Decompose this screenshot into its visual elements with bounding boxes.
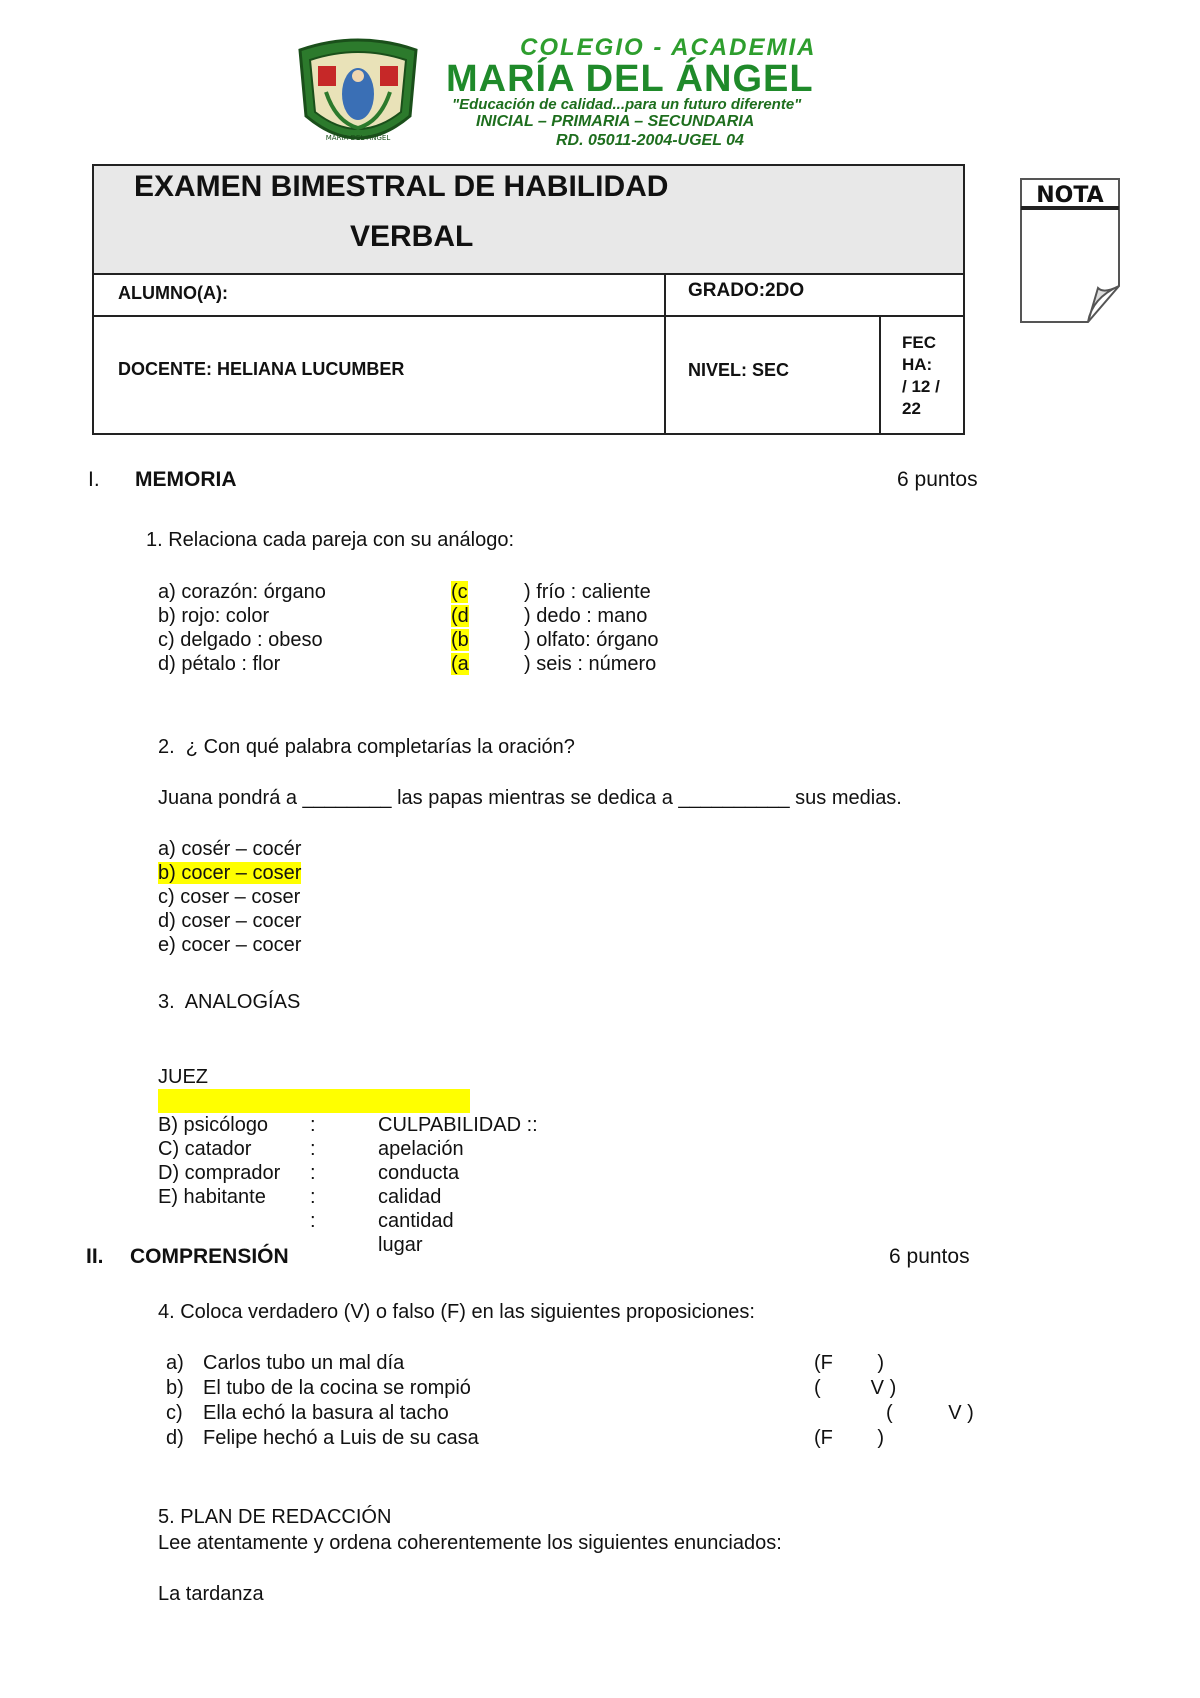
- date-line: FEC: [902, 333, 936, 352]
- list-item: ) seis : número: [524, 653, 657, 675]
- q4-prompt: 4. Coloca verdadero (V) o falso (F) en las siguientes proposiciones:: [158, 1301, 755, 1323]
- analogy-b: calidad: [378, 1186, 442, 1208]
- analogy-b: apelación: [378, 1138, 464, 1160]
- list-item: c) delgado : obeso: [158, 629, 323, 651]
- analogy-a: B) psicólogo: [158, 1114, 269, 1136]
- grade-label: GRADO:2DO: [688, 280, 805, 301]
- section2-numeral: II.: [86, 1245, 104, 1268]
- option-item: d) coser – cocer: [158, 910, 302, 932]
- analogy-a: JUEZ: [158, 1066, 208, 1088]
- q2-sentence: Juana pondrá a ________ las papas mientras se dedica a __________ sus medias.: [158, 787, 902, 809]
- student-label: ALUMNO(A):: [118, 283, 228, 303]
- exam-info-table: [92, 164, 965, 435]
- q1-prompt: 1. Relaciona cada pareja con su análogo:: [146, 529, 515, 551]
- item-letter: d): [166, 1427, 184, 1449]
- exam-title-line2: VERBAL: [350, 220, 474, 253]
- section1-title: MEMORIA: [135, 468, 237, 491]
- item-answer: ( V ): [886, 1402, 974, 1424]
- item-letter: b): [166, 1377, 184, 1399]
- list-item: a) corazón: órgano: [158, 581, 326, 603]
- teacher-label: DOCENTE: HELIANA LUCUMBER: [118, 359, 405, 379]
- date-line: 22: [902, 399, 921, 418]
- analogy-sep: :: [310, 1114, 316, 1136]
- analogy-b: conducta: [378, 1162, 460, 1184]
- answer-mark: (a: [451, 653, 469, 675]
- item-text: El tubo de la cocina se rompió: [203, 1377, 471, 1399]
- q2-options: [158, 837, 301, 957]
- analogy-a: E) habitante: [158, 1186, 266, 1208]
- answer-mark: (c: [451, 581, 468, 603]
- table-divider: [664, 273, 666, 433]
- q5-topic: La tardanza: [158, 1583, 264, 1605]
- item-answer: (F ): [814, 1427, 884, 1449]
- analogy-sep: :: [310, 1186, 316, 1208]
- q3-rows: [158, 1041, 538, 1256]
- item-letter: a): [166, 1352, 184, 1374]
- list-item: b) rojo: color: [158, 605, 270, 627]
- section1-numeral: I.: [88, 468, 100, 491]
- date-field: [902, 332, 940, 420]
- q5-prompt: 5. PLAN DE REDACCIÓN: [158, 1506, 392, 1528]
- section2-title: COMPRENSIÓN: [130, 1245, 289, 1268]
- q5-instruction: Lee atentamente y ordena coherentemente los siguientes enunciados:: [158, 1532, 782, 1554]
- list-item: d) pétalo : flor: [158, 653, 281, 675]
- list-item: ) frío : caliente: [524, 581, 651, 603]
- answer-mark: (d: [451, 605, 469, 627]
- item-text: Felipe hechó a Luis de su casa: [203, 1427, 479, 1449]
- analogy-a: C) catador: [158, 1138, 252, 1160]
- exam-title-line1: EXAMEN BIMESTRAL DE HABILIDAD: [134, 170, 669, 203]
- q2-prompt: 2. ¿ Con qué palabra completarías la oración?: [158, 736, 575, 758]
- nota-label: NOTA: [1036, 183, 1104, 208]
- date-line: HA:: [902, 355, 933, 374]
- school-name: MARÍA DEL ÁNGEL: [446, 58, 814, 100]
- option-item: c) coser – coser: [158, 886, 301, 908]
- list-item: ) olfato: órgano: [524, 629, 659, 651]
- school-crest-logo: [296, 36, 420, 152]
- answer-mark: (b: [451, 629, 469, 651]
- date-line: / 12 /: [902, 377, 940, 396]
- table-divider: [94, 315, 963, 317]
- analogy-sep: :: [310, 1210, 316, 1232]
- analogy-b: lugar: [378, 1234, 423, 1256]
- section1-points: 6 puntos: [897, 468, 978, 491]
- item-answer: ( V ): [814, 1377, 897, 1399]
- level-label: NIVEL: SEC: [688, 360, 790, 380]
- q3-prompt: 3. ANALOGÍAS: [158, 991, 301, 1013]
- list-item: ) dedo : mano: [524, 605, 648, 627]
- q1-right-list: [524, 580, 659, 676]
- item-letter: c): [166, 1402, 183, 1424]
- school-line1: COLEGIO - ACADEMIA: [520, 34, 817, 61]
- analogy-a: D) comprador: [158, 1162, 281, 1184]
- q4-items: [166, 1351, 1016, 1451]
- exam-title-row: [94, 166, 963, 275]
- analogy-sep: :: [310, 1162, 316, 1184]
- school-resolution: RD. 05011-2004-UGEL 04: [556, 132, 744, 149]
- grade-note-box: [1018, 176, 1122, 326]
- option-item: e) cocer – cocer: [158, 934, 302, 956]
- school-motto: "Educación de calidad...para un futuro diferente": [452, 96, 802, 113]
- item-answer: (F ): [814, 1352, 884, 1374]
- q1-answer-list: [451, 580, 469, 676]
- table-divider: [879, 315, 881, 433]
- option-item-correct: b) cocer – coser: [158, 862, 302, 884]
- logo-text: MARIA DEL ANGEL: [325, 134, 391, 142]
- option-item: a) cosér – cocér: [158, 838, 302, 860]
- item-text: Ella echó la basura al tacho: [203, 1402, 449, 1424]
- item-text: Carlos tubo un mal día: [203, 1352, 405, 1374]
- q1-left-list: [158, 580, 326, 676]
- section2-points: 6 puntos: [889, 1245, 970, 1268]
- analogy-sep: :: [310, 1138, 316, 1160]
- school-levels: INICIAL – PRIMARIA – SECUNDARIA: [476, 113, 755, 130]
- analogy-b: cantidad: [378, 1210, 454, 1232]
- analogy-b: CULPABILIDAD ::: [378, 1114, 538, 1136]
